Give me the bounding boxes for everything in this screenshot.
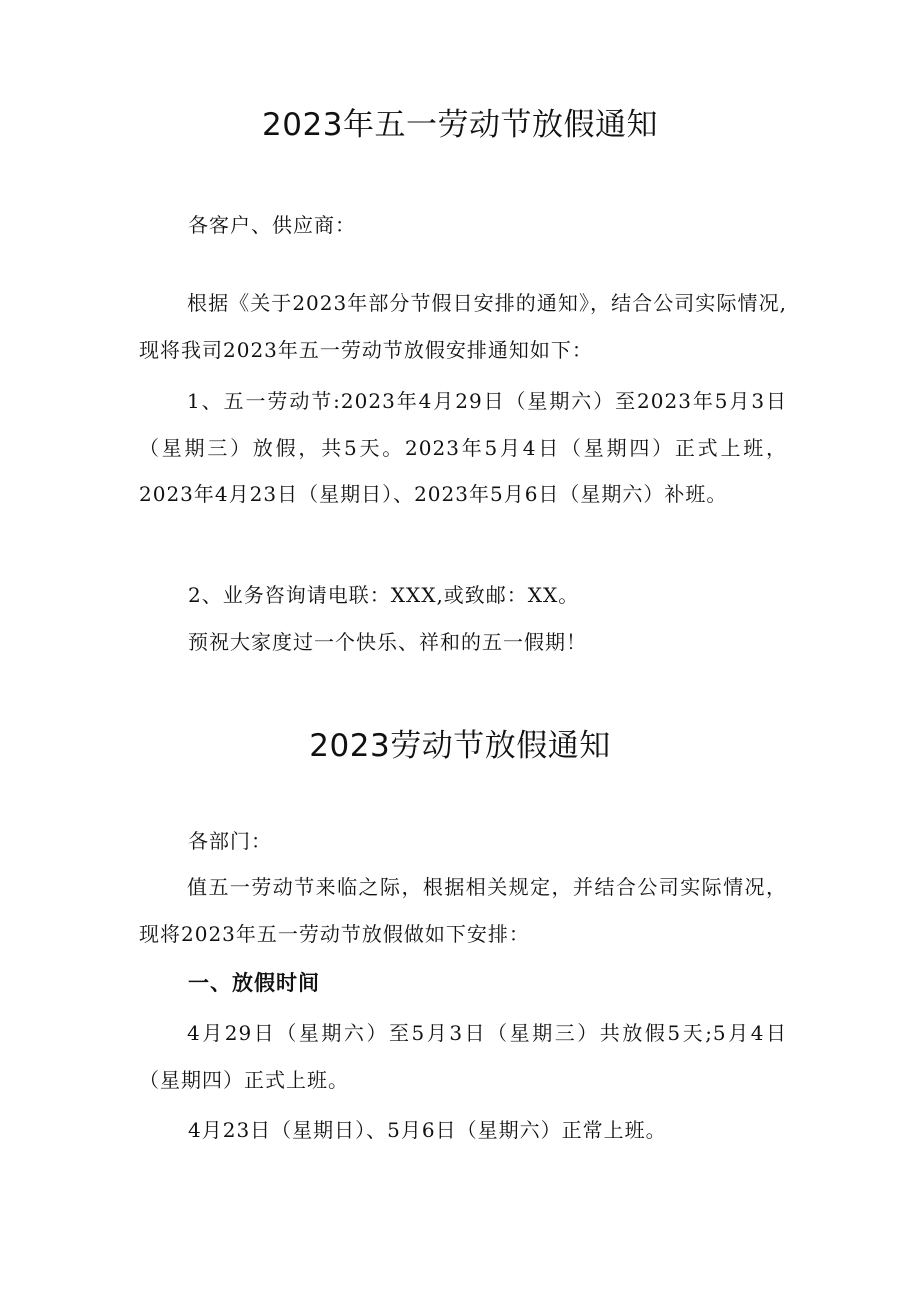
notice2-section1-heading: 一、放假时间 [188,971,320,995]
notice2-intro: 值五一劳动节来临之际，根据相关规定，并结合公司实际情况，现将2023年五一劳动节放假做如下安排： [139,875,787,946]
notice2-salutation: 各部门： [188,829,272,853]
notice1-title: 2023年五一劳动节放假通知 [262,107,658,143]
notice1-item2: 2、业务咨询请电联：XXX,或致邮：XX。 [188,583,580,607]
notice1-item1: 1、五一劳动节:2023年4月29日（星期六）至2023年5月3日（星期三）放假，共5天。2023年5月4日（星期四）正式上班，2023年4月23日（星期日）、2023年5月6日（星期六）补班。 [139,389,787,506]
notice1-salutation: 各客户、供应商： [188,213,356,237]
notice1-closing: 预祝大家度过一个快乐、祥和的五一假期！ [188,630,587,654]
notice2-workdays: 4月23日（星期日）、5月6日（星期六）正常上班。 [188,1118,667,1142]
notice1-intro: 根据《关于2023年部分节假日安排的通知》，结合公司实际情况,现将我司2023年五一劳动节放假安排通知如下： [139,291,787,362]
notice2-holiday-period: 4月29日（星期六）至5月3日（星期三）共放假5天;5月4日（星期四）正式上班。 [139,1021,787,1092]
notice2-title: 2023劳动节放假通知 [309,728,611,764]
